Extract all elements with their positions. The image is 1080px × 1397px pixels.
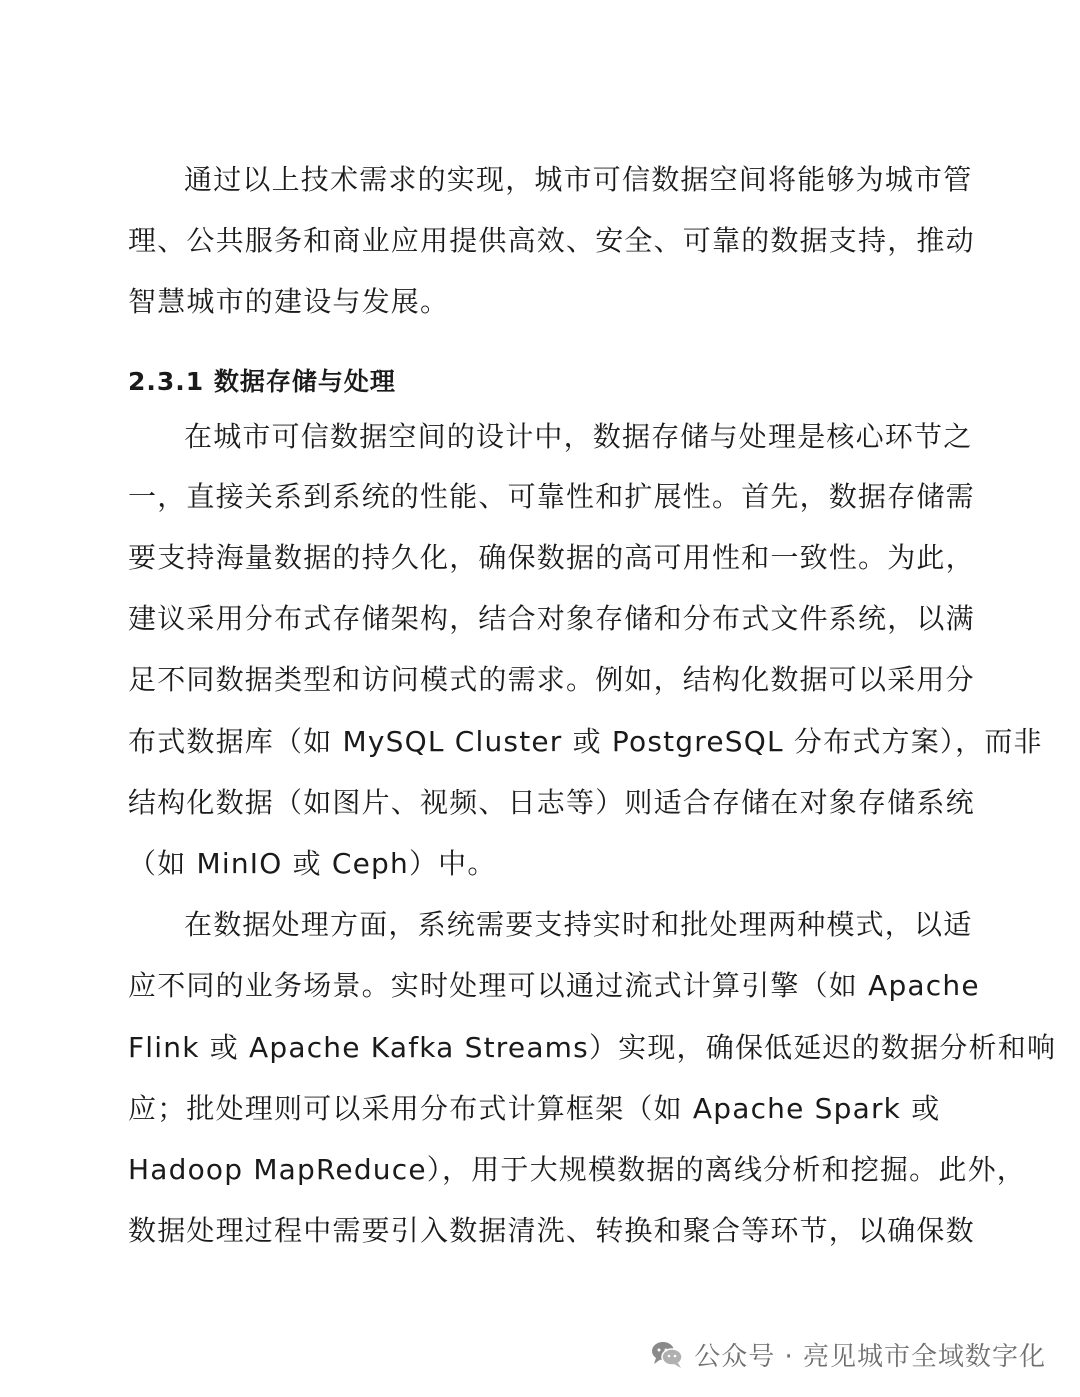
section-heading: 2.3.1 数据存储与处理	[128, 367, 396, 396]
paragraph-3-line-4: 应；批处理则可以采用分布式计算框架（如 Apache Spark 或	[128, 1092, 941, 1125]
wechat-watermark	[650, 1334, 1046, 1374]
paragraph-3-line-2: 应不同的业务场景。实时处理可以通过流式计算引擎（如 Apache	[128, 969, 980, 1002]
paragraph-2-line-8: （如 MinIO 或 Ceph）中。	[128, 847, 497, 880]
paragraph-2-line-3: 要支持海量数据的持久化，确保数据的高可用性和一致性。为此，	[128, 541, 975, 574]
paragraph-3-line-3: Flink 或 Apache Kafka Streams）实现，确保低延迟的数据分析和响	[128, 1031, 1057, 1064]
paragraph-2-line-2: 一，直接关系到系统的性能、可靠性和扩展性。首先，数据存储需	[128, 480, 975, 513]
paragraph-2-line-1: 在城市可信数据空间的设计中，数据存储与处理是核心环节之	[184, 420, 973, 453]
paragraph-3-line-1: 在数据处理方面，系统需要支持实时和批处理两种模式，以适	[184, 908, 973, 941]
paragraph-2-line-6: 布式数据库（如 MySQL Cluster 或 PostgreSQL 分布式方案），而非	[128, 725, 1043, 758]
paragraph-2-line-7: 结构化数据（如图片、视频、日志等）则适合存储在对象存储系统	[128, 786, 975, 819]
watermark-text: 公众号 · 亮见城市全域数字化	[694, 1341, 1046, 1372]
paragraph-2-line-5: 足不同数据类型和访问模式的需求。例如，结构化数据可以采用分	[128, 663, 975, 696]
paragraph-1-line-3: 智慧城市的建设与发展。	[128, 285, 450, 318]
paragraph-2-line-4: 建议采用分布式存储架构，结合对象存储和分布式文件系统，以满	[128, 602, 975, 635]
paragraph-3-line-5: Hadoop MapReduce），用于大规模数据的离线分析和挖掘。此外，	[128, 1153, 1026, 1186]
paragraph-1-line-2: 理、公共服务和商业应用提供高效、安全、可靠的数据支持，推动	[128, 224, 975, 257]
paragraph-3-line-6: 数据处理过程中需要引入数据清洗、转换和聚合等环节，以确保数	[128, 1214, 975, 1247]
wechat-icon	[650, 1339, 684, 1369]
paragraph-1-line-1: 通过以上技术需求的实现，城市可信数据空间将能够为城市管	[184, 163, 973, 196]
